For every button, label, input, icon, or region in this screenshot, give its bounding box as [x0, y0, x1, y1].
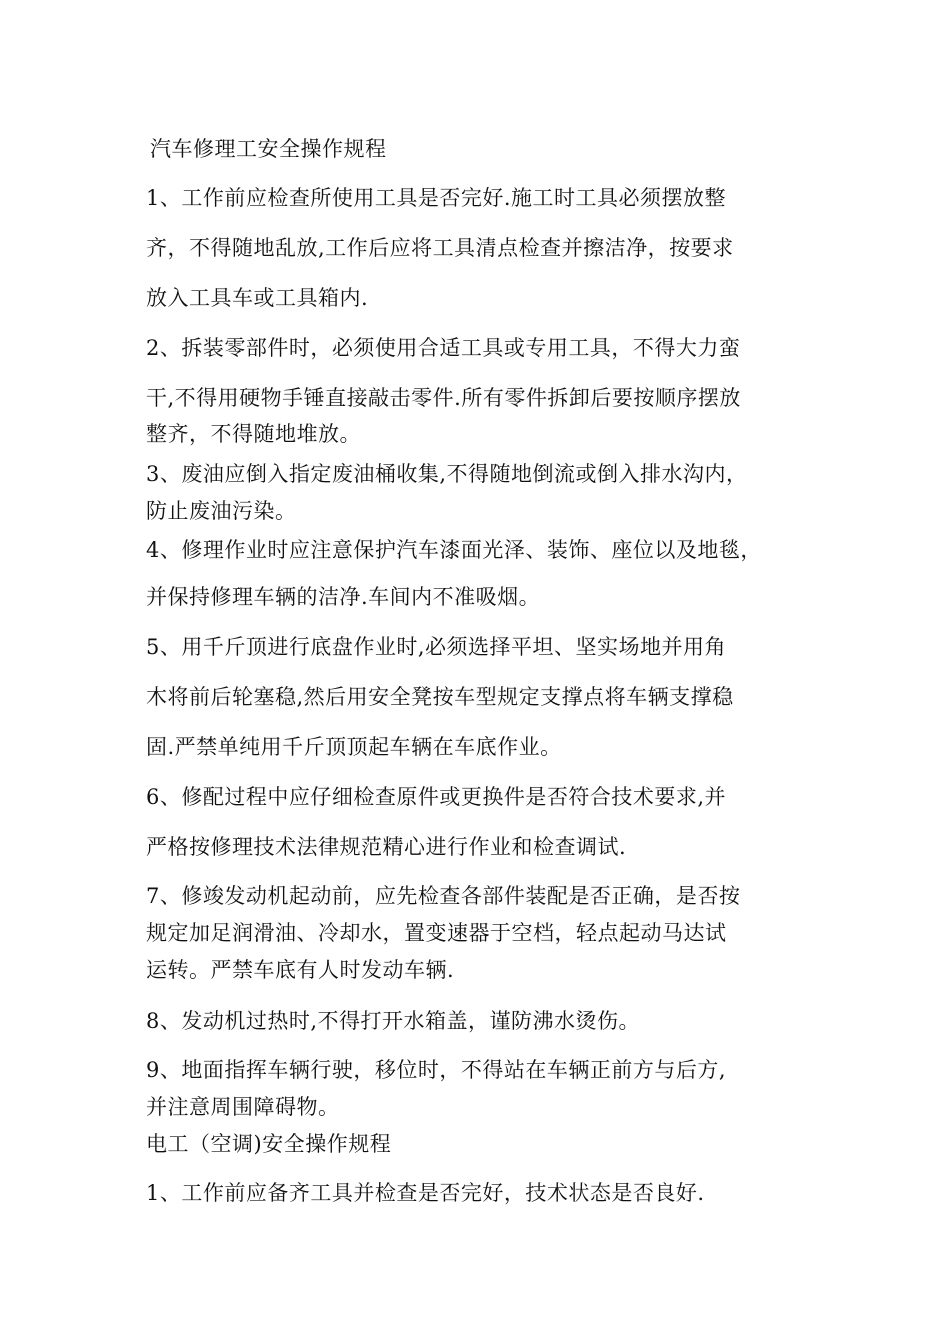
text-line: 干,不得用硬物手锤直接敲击零件.所有零件拆卸后要按顺序摆放: [146, 386, 741, 410]
text-line: 放入工具车或工具箱内.: [146, 286, 369, 310]
text-line: 7、修竣发动机起动前，应先检查各部件装配是否正确，是否按: [146, 884, 741, 908]
text-line: 规定加足润滑油、冷却水，置变速器于空档，轻点起动马达试: [146, 921, 727, 945]
text-line: 2、拆装零部件时，必须使用合适工具或专用工具，不得大力蛮: [146, 336, 741, 360]
text-line: 并注意周围障碍物。: [146, 1095, 340, 1119]
text-line: 8、发动机过热时,不得打开水箱盖，谨防沸水烫伤。: [146, 1009, 641, 1033]
text-line: 齐，不得随地乱放,工作后应将工具清点检查并擦洁净，按要求: [146, 236, 734, 260]
text-line: 木将前后轮塞稳,然后用安全凳按车型规定支撑点将车辆支撑稳: [146, 685, 734, 709]
text-line: 5、用千斤顶进行底盘作业时,必须选择平坦、坚实场地并用角: [146, 635, 727, 659]
text-line: 固.严禁单纯用千斤顶顶起车辆在车底作业。: [146, 735, 562, 759]
text-line: 整齐，不得随地堆放。: [146, 422, 361, 446]
text-line: 4、修理作业时应注意保护汽车漆面光泽、装饰、座位以及地毯，: [146, 538, 762, 562]
document-title: 汽车修理工安全操作规程: [150, 137, 387, 161]
text-line: 运转。严禁车底有人时发动车辆.: [146, 958, 455, 982]
section-title: 电工（空调)安全操作规程: [146, 1132, 392, 1156]
text-line: 3、废油应倒入指定废油桶收集,不得随地倒流或倒入排水沟内，: [146, 462, 748, 486]
text-line: 1、工作前应备齐工具并检查是否完好，技术状态是否良好.: [146, 1181, 705, 1205]
text-line: 严格按修理技术法律规范精心进行作业和检查调试.: [146, 835, 627, 859]
text-line: 6、修配过程中应仔细检查原件或更换件是否符合技术要求,并: [146, 785, 727, 809]
text-line: 9、地面指挥车辆行驶，移位时，不得站在车辆正前方与后方,: [146, 1058, 727, 1082]
text-line: 1、工作前应检查所使用工具是否完好.施工时工具必须摆放整: [146, 186, 727, 210]
text-line: 并保持修理车辆的洁净.车间内不准吸烟。: [146, 585, 541, 609]
text-line: 防止废油污染。: [146, 499, 297, 523]
